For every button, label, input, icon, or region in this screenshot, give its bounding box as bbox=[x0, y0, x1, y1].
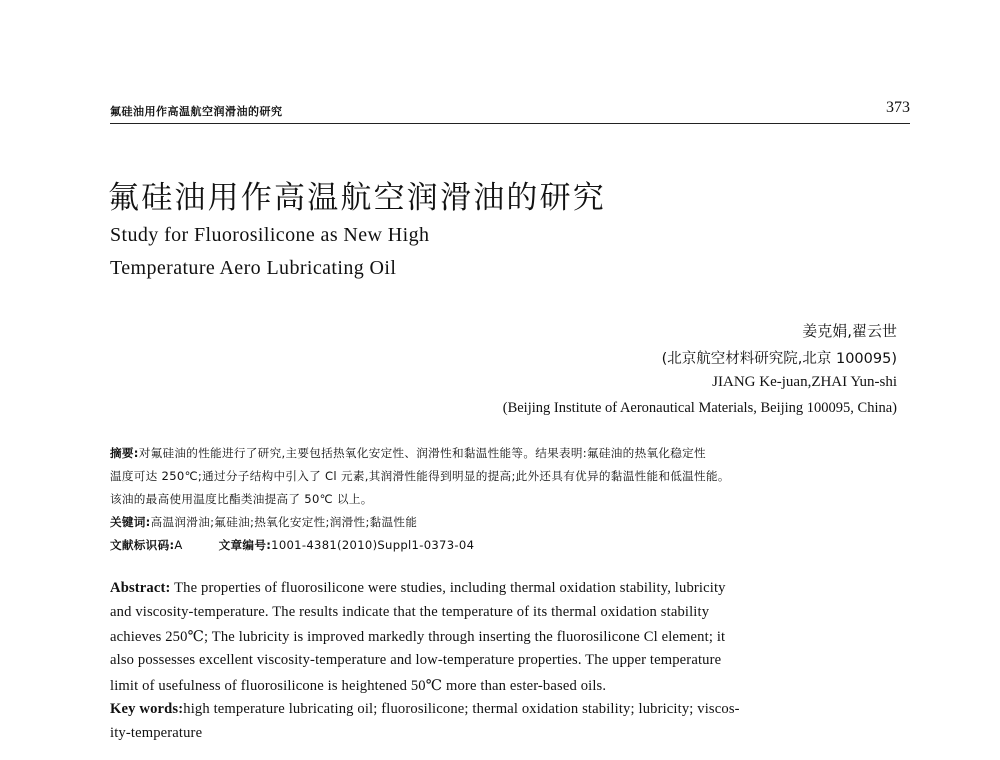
keywords-english-text: high temperature lubricating oil; fluorosilicone; thermal oxidation stability; lubricity; viscos- bbox=[183, 701, 740, 717]
classification-line bbox=[110, 537, 910, 553]
abstract-chinese-label: 摘要: bbox=[110, 446, 139, 460]
abstract-english-text: The properties of fluorosilicone were studies, including thermal oxidation stability, lubricity bbox=[174, 580, 726, 596]
abstract-english-line-5: limit of usefulness of fluorosilicone is heightened 50℃ more than ester-based oils. bbox=[110, 678, 607, 694]
abstract-chinese-line-3: 该油的最高使用温度比酯类油提高了 50℃ 以上。 bbox=[110, 492, 373, 506]
document-code-value: A bbox=[174, 538, 183, 552]
abstract-chinese-line-2: 温度可达 250℃;通过分子结构中引入了 Cl 元素,其润滑性能得到明显的提高;此外还具有优异的黏温性能和低温性能。 bbox=[110, 469, 730, 483]
article-number-value: 1001-4381(2010)Suppl1-0373-04 bbox=[271, 538, 475, 552]
keywords-english-line-1 bbox=[110, 701, 910, 718]
page-number: 373 bbox=[886, 99, 910, 116]
keywords-english-label: Key words: bbox=[110, 701, 184, 717]
running-header bbox=[110, 101, 910, 124]
abstract-english-line-3: achieves 250℃; The lubricity is improved markedly through inserting the fluorosilicone Cl element; it bbox=[110, 629, 726, 645]
abstract-english-label: Abstract: bbox=[110, 580, 171, 596]
keywords-chinese bbox=[110, 514, 910, 530]
abstract-english-line-1 bbox=[110, 580, 910, 597]
affiliation-chinese: (北京航空材料研究院,北京 100095) bbox=[661, 351, 897, 367]
article-number-label: 文章编号: bbox=[218, 538, 272, 552]
running-title: 氟硅油用作高温航空润滑油的研究 bbox=[110, 105, 283, 118]
abstract-english-line-2: and viscosity-temperature. The results indicate that the temperature of its thermal oxidation stability bbox=[110, 604, 710, 620]
keywords-chinese-text: 高温润滑油;氟硅油;热氧化安定性;润滑性;黏温性能 bbox=[150, 515, 418, 529]
keywords-english-line-2: ity-temperature bbox=[110, 725, 203, 741]
abstract-chinese-line-1 bbox=[110, 445, 910, 461]
authors-chinese: 姜克娟,翟云世 bbox=[802, 322, 897, 340]
document-code-label: 文献标识码: bbox=[110, 538, 175, 552]
authors-english: JIANG Ke-juan,ZHAI Yun-shi bbox=[712, 374, 897, 390]
title-chinese: 氟硅油用作高温航空润滑油的研究 bbox=[108, 180, 606, 216]
affiliation-english: (Beijing Institute of Aeronautical Materials, Beijing 100095, China) bbox=[502, 400, 897, 416]
title-english-line-1: Study for Fluorosilicone as New High bbox=[110, 224, 430, 246]
title-english-line-2: Temperature Aero Lubricating Oil bbox=[110, 257, 397, 279]
keywords-chinese-label: 关键词: bbox=[110, 515, 151, 529]
abstract-chinese-text: 对氟硅油的性能进行了研究,主要包括热氧化安定性、润滑性和黏温性能等。结果表明:氟硅油的热氧化稳定性 bbox=[138, 446, 706, 460]
abstract-english-line-4: also possesses excellent viscosity-temperature and low-temperature properties. The upper temperature bbox=[110, 652, 722, 668]
